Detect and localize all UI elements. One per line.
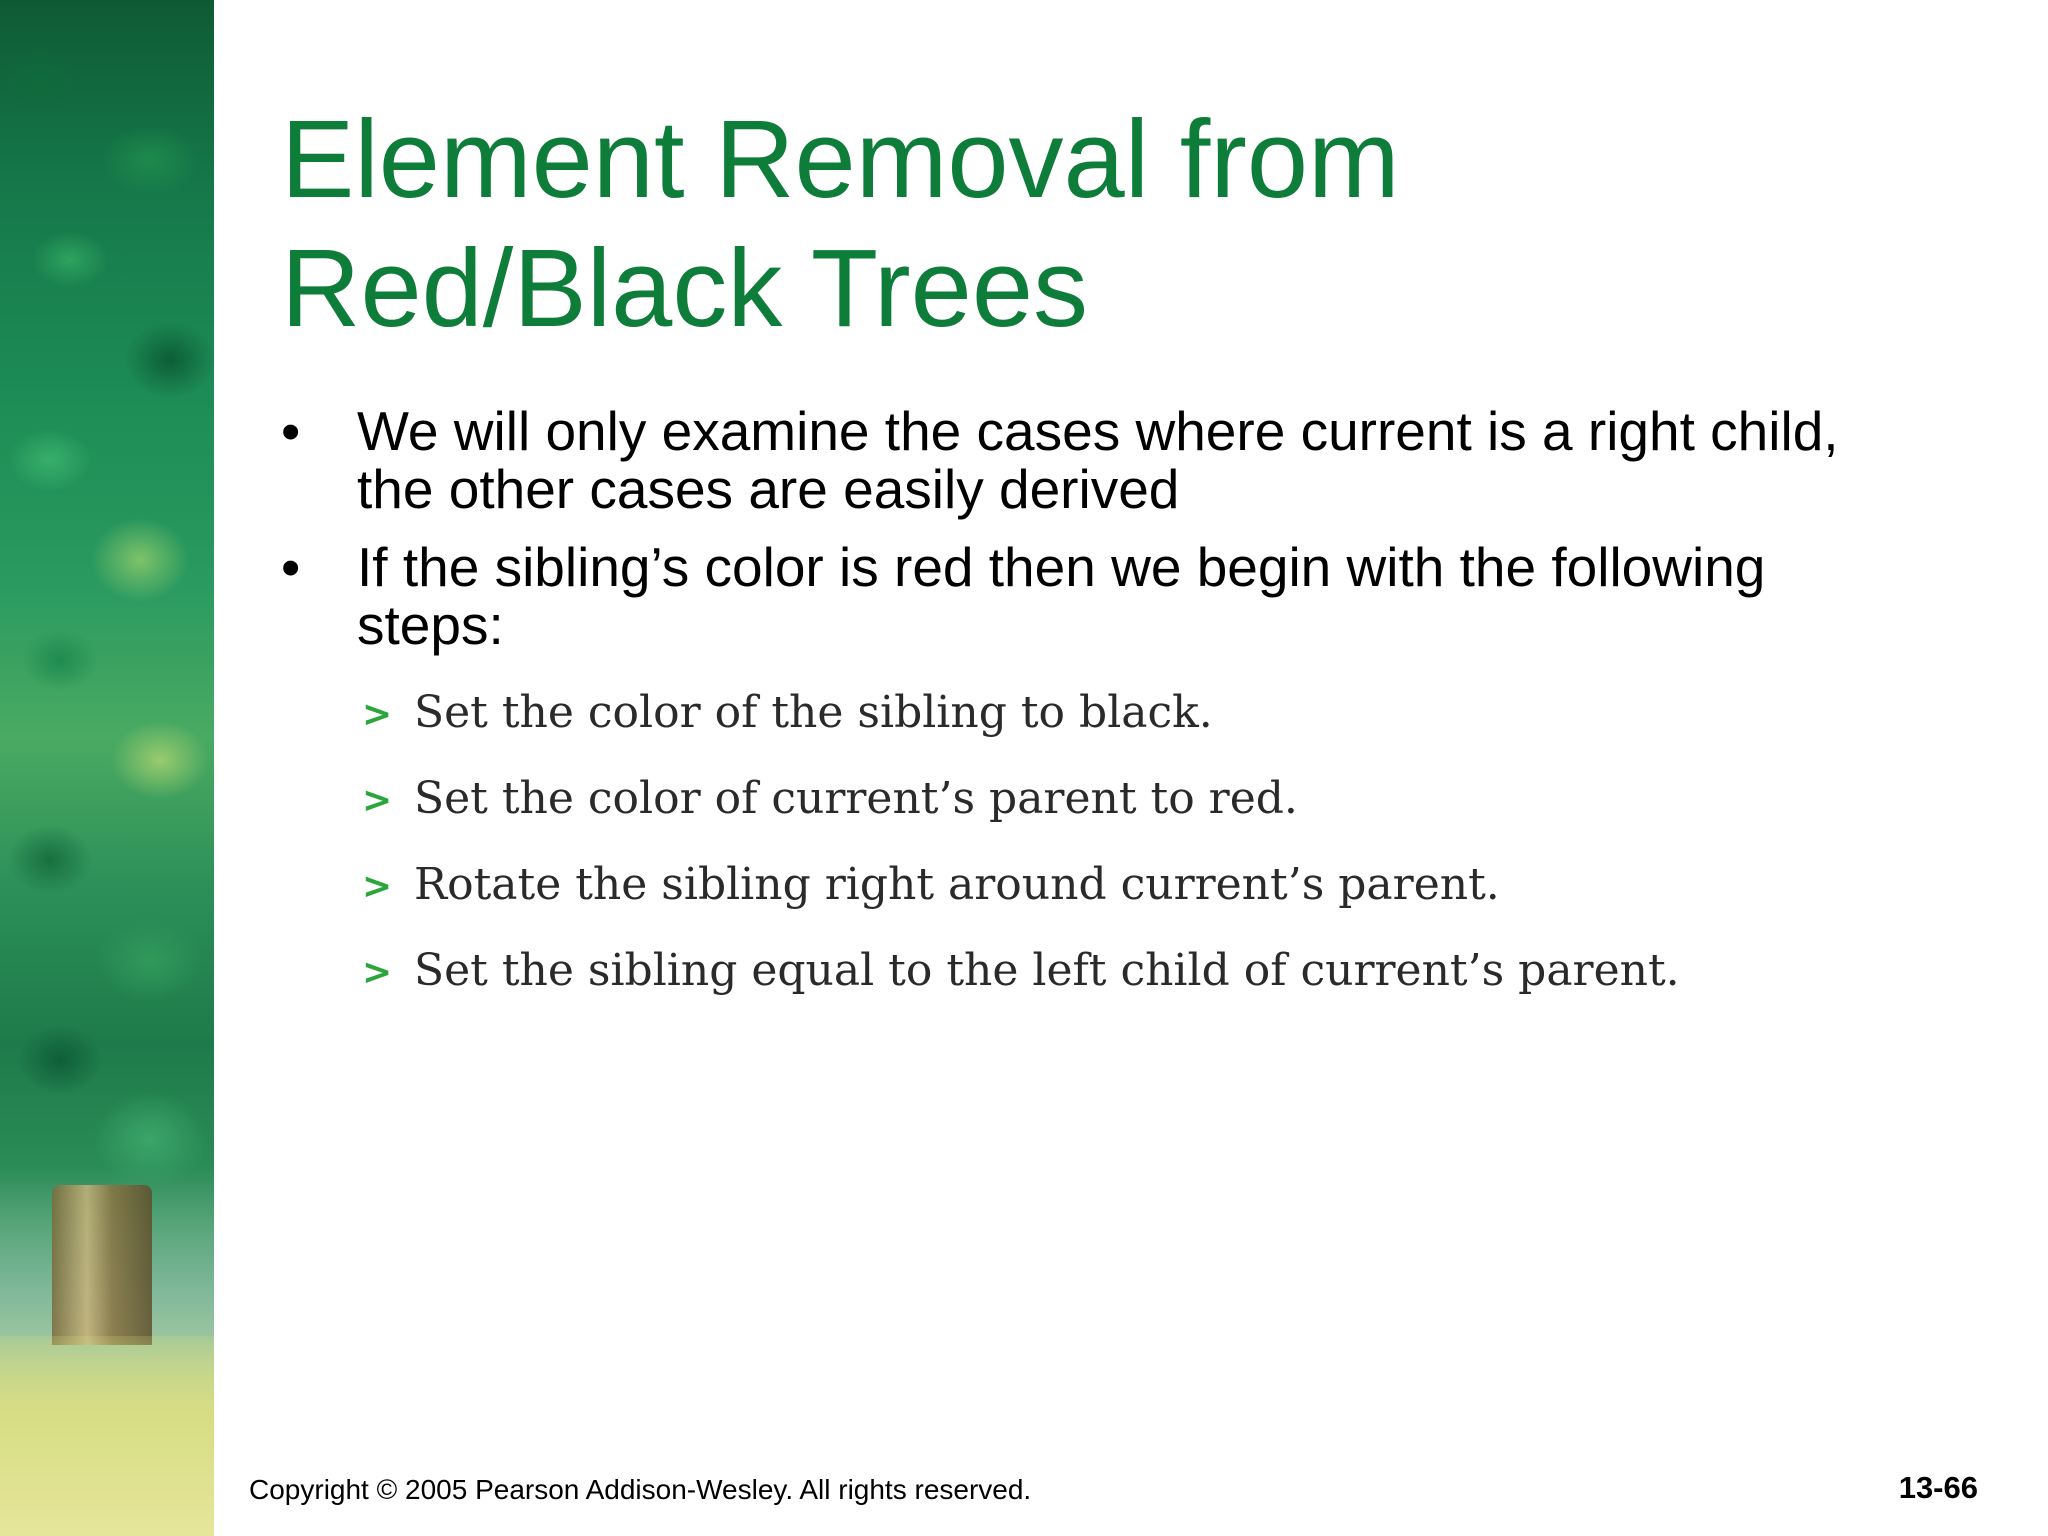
step-text: Rotate the sibling right around current’s parent. xyxy=(414,859,1500,910)
copyright-notice: Copyright © 2005 Pearson Addison-Wesley. All rights reserved. xyxy=(249,1474,1032,1505)
step-item xyxy=(362,941,1762,1027)
chevron-right-icon: > xyxy=(362,866,393,907)
chevron-right-icon: > xyxy=(362,694,393,735)
bullet-line: the other cases are easily derived xyxy=(357,458,1180,520)
step-text: Set the color of the sibling to black. xyxy=(414,687,1213,738)
bullet-line: We will only examine the cases where current is a right child, xyxy=(357,400,1839,462)
step-item xyxy=(362,769,1762,855)
bullet-list xyxy=(281,402,2001,674)
chevron-right-icon: > xyxy=(362,780,393,821)
tree-background-image xyxy=(0,0,214,1536)
bullet-line: steps: xyxy=(357,594,504,656)
tree-trunk xyxy=(52,1185,152,1345)
chevron-right-icon: > xyxy=(362,952,393,993)
step-item xyxy=(362,683,1762,769)
step-text: Set the color of current’s parent to red. xyxy=(414,773,1298,824)
bullet-item xyxy=(281,538,2001,654)
title-line-2: Red/Black Trees xyxy=(281,227,1089,350)
bullet-marker: • xyxy=(281,400,301,462)
grass-ground xyxy=(0,1336,214,1536)
bullet-line: If the sibling’s color is red then we begin with the following xyxy=(357,536,1766,598)
slide-number: 13-66 xyxy=(1898,1470,1978,1505)
steps-list xyxy=(362,683,1762,1027)
bullet-item xyxy=(281,402,2001,518)
title-line-1: Element Removal from xyxy=(281,98,1400,221)
step-text: Set the sibling equal to the left child of current’s parent. xyxy=(414,945,1680,996)
bullet-marker: • xyxy=(281,536,301,598)
slide-title xyxy=(281,95,1981,353)
step-item xyxy=(362,855,1762,941)
